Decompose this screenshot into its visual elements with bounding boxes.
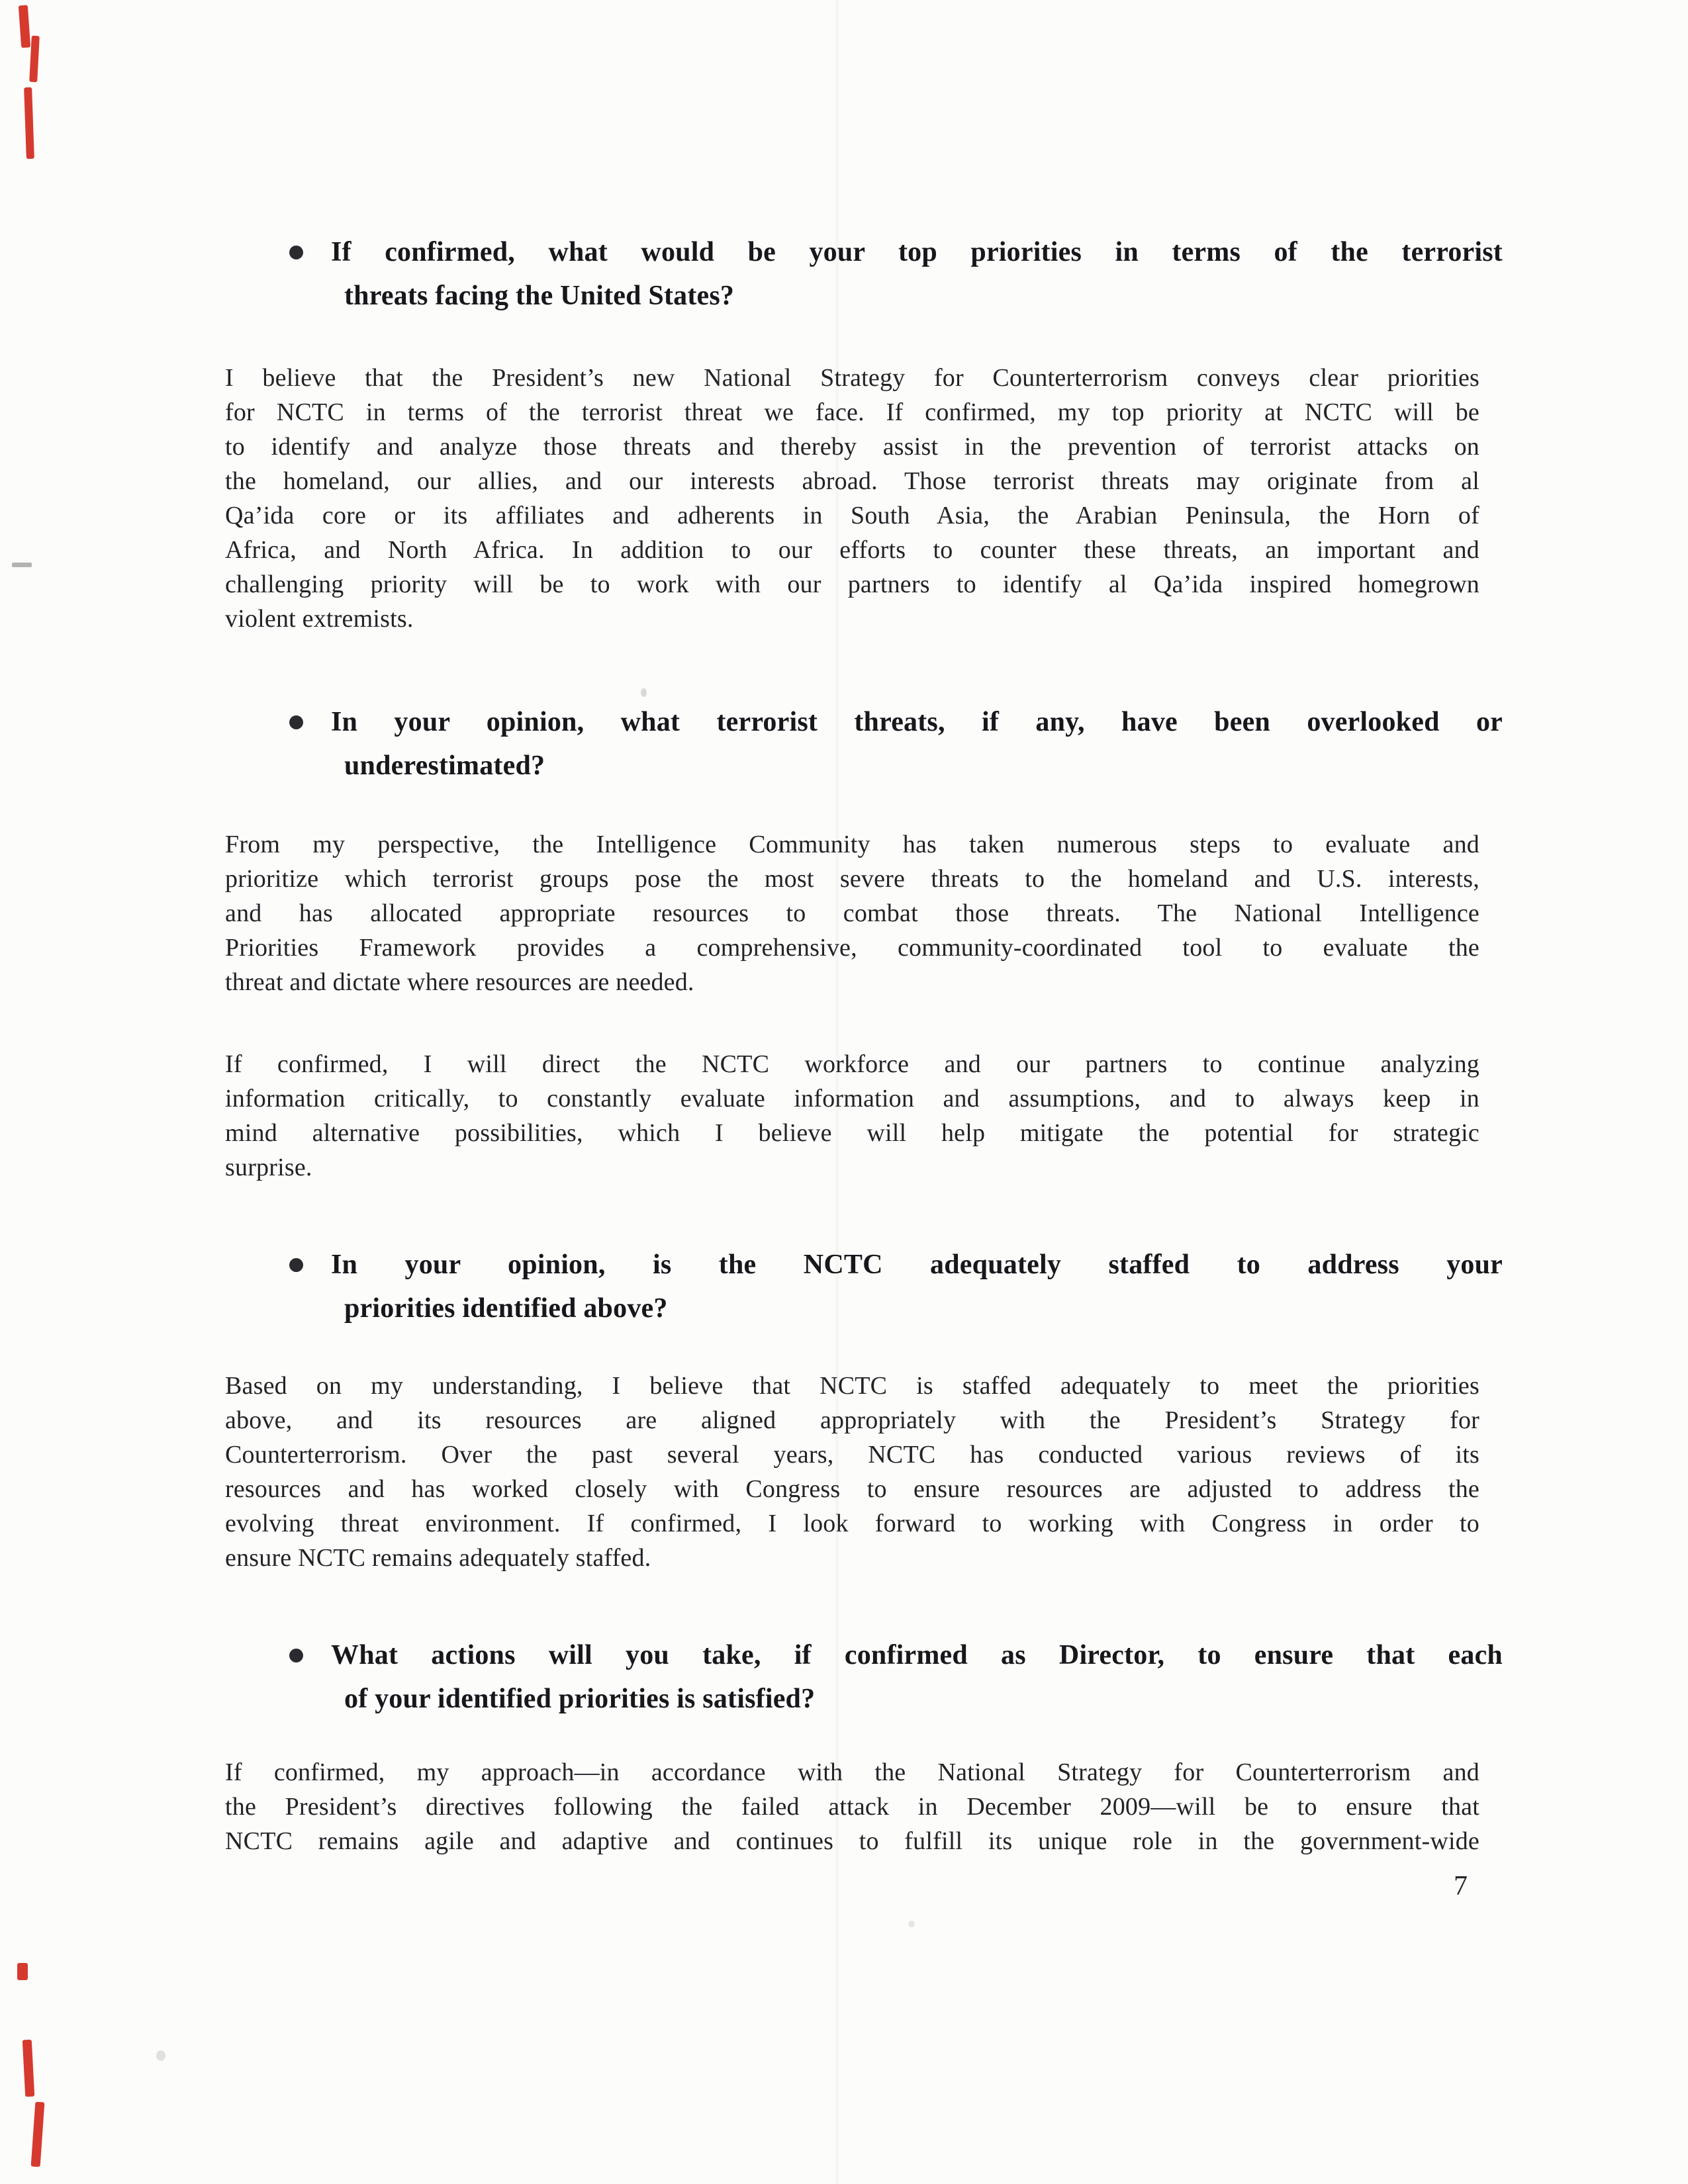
- red-pen-mark: [31, 2102, 45, 2167]
- paragraph-line: If confirmed, my approach—in accordance with the National Strategy for Counterterrorism and: [225, 1758, 1479, 1786]
- question-bullet-item: [331, 230, 1503, 318]
- paragraph-line: I believe that the President’s new National Strategy for Counterterrorism conveys clear priorities: [225, 364, 1479, 392]
- red-pen-mark: [23, 2040, 34, 2097]
- paragraph-line: Based on my understanding, I believe that NCTC is staffed adequately to meet the priorities: [225, 1372, 1479, 1400]
- paragraph-line: If confirmed, I will direct the NCTC workforce and our partners to continue analyzing: [225, 1050, 1479, 1078]
- answer-paragraph: [225, 1755, 1479, 1858]
- red-pen-mark: [17, 1963, 28, 1980]
- red-pen-mark: [19, 5, 30, 48]
- paragraph-line: the President’s directives following the failed attack in December 2009—will be to ensure that: [225, 1793, 1479, 1821]
- question-line: In your opinion, is the NCTC adequately staffed to address your: [331, 1250, 1503, 1280]
- answer-paragraph: [225, 827, 1479, 999]
- paragraph-line: resources and has worked closely with Congress to ensure resources are adjusted to address the: [225, 1475, 1479, 1503]
- page-number: 7: [1454, 1871, 1468, 1901]
- answer-paragraph: [225, 1369, 1479, 1575]
- paragraph-line: to identify and analyze those threats and thereby assist in the prevention of terrorist attacks on: [225, 433, 1479, 461]
- answer-paragraph: [225, 1047, 1479, 1185]
- paragraph-line: threat and dictate where resources are needed.: [225, 968, 694, 996]
- paragraph-line: evolving threat environment. If confirmed, I look forward to working with Congress in order to: [225, 1510, 1479, 1537]
- answer-paragraph: [225, 361, 1479, 636]
- paragraph-line: surprise.: [225, 1154, 312, 1181]
- question-bullet-item: [331, 1633, 1503, 1721]
- paragraph-line: the homeland, our allies, and our interests abroad. Those terrorist threats may originate from al: [225, 467, 1479, 495]
- paragraph-line: Africa, and North Africa. In addition to our efforts to counter these threats, an important and: [225, 536, 1479, 564]
- bullet-icon: [289, 1649, 303, 1662]
- question-line: priorities identified above?: [344, 1293, 668, 1324]
- paragraph-line: ensure NCTC remains adequately staffed.: [225, 1544, 651, 1572]
- question-line: If confirmed, what would be your top priorities in terms of the terrorist: [331, 237, 1503, 267]
- question-bullet-item: [331, 700, 1503, 788]
- paragraph-line: Qa’ida core or its affiliates and adherents in South Asia, the Arabian Peninsula, the Horn of: [225, 502, 1479, 529]
- paragraph-line: above, and its resources are aligned appropriately with the President’s Strategy for: [225, 1406, 1479, 1434]
- question-line: of your identified priorities is satisfied?: [344, 1684, 816, 1714]
- paragraph-line: Counterterrorism. Over the past several years, NCTC has conducted various reviews of its: [225, 1441, 1479, 1469]
- bullet-icon: [289, 715, 303, 729]
- question-line: What actions will you take, if confirmed as Director, to ensure that each: [331, 1640, 1503, 1670]
- paragraph-line: mind alternative possibilities, which I believe will help mitigate the potential for strategic: [225, 1119, 1479, 1147]
- paragraph-line: and has allocated appropriate resources to combat those threats. The National Intelligence: [225, 899, 1479, 927]
- pencil-dash-mark: [12, 563, 32, 567]
- question-line: In your opinion, what terrorist threats, if any, have been overlooked or: [331, 707, 1503, 737]
- red-pen-mark: [29, 36, 40, 83]
- paragraph-line: for NCTC in terms of the terrorist threat we face. If confirmed, my top priority at NCTC will be: [225, 398, 1479, 426]
- paragraph-line: From my perspective, the Intelligence Community has taken numerous steps to evaluate and: [225, 831, 1479, 858]
- paragraph-line: information critically, to constantly evaluate information and assumptions, and to always keep in: [225, 1085, 1479, 1113]
- paragraph-line: challenging priority will be to work with our partners to identify al Qa’ida inspired homegrown: [225, 570, 1479, 598]
- paragraph-line: violent extremists.: [225, 605, 414, 633]
- scan-smudge: [641, 688, 647, 697]
- paragraph-line: Priorities Framework provides a comprehensive, community-coordinated tool to evaluate the: [225, 934, 1479, 962]
- question-line: underestimated?: [344, 751, 545, 781]
- paragraph-line: prioritize which terrorist groups pose the most severe threats to the homeland and U.S. interests,: [225, 865, 1479, 893]
- red-pen-mark: [24, 87, 34, 159]
- question-bullet-item: [331, 1243, 1503, 1330]
- paragraph-line: NCTC remains agile and adaptive and continues to fulfill its unique role in the government-wide: [225, 1827, 1479, 1855]
- bullet-icon: [289, 1258, 303, 1272]
- scan-smudge: [156, 2050, 165, 2061]
- bullet-icon: [289, 246, 303, 259]
- question-line: threats facing the United States?: [344, 281, 735, 311]
- scan-smudge: [908, 1921, 915, 1927]
